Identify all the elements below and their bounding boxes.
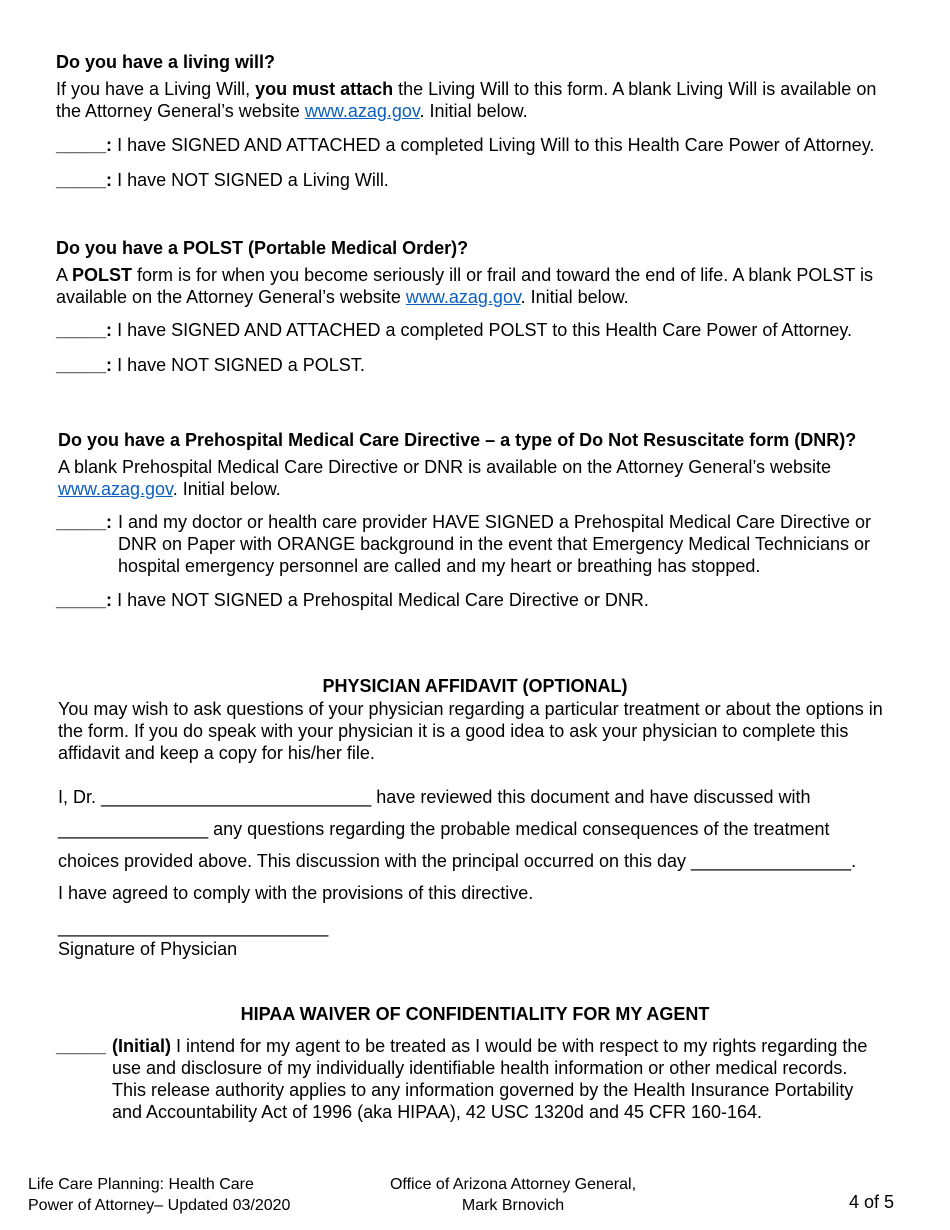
- affidavit-line-doctor[interactable]: I, Dr. ___________________________ have reviewed this document and have discussed with: [58, 787, 811, 807]
- affidavit-line-date[interactable]: choices provided above. This discussion with the principal occurred on this day ________________.: [58, 851, 857, 871]
- footer-center: Office of Arizona Attorney General, Mark Brnovich: [389, 1176, 637, 1214]
- dnr-option-signed: _____: I and my doctor or health care provider HAVE SIGNED a Prehospital Medical Care Directive or DNR on Paper with ORANGE background in the event that Emergency Medical Technicians or hospital emergency personnel are called and my heart or breathing has stopped.: [56, 512, 871, 576]
- hipaa-heading: HIPAA WAIVER OF CONFIDENTIALITY FOR MY AGENT: [240, 1004, 710, 1024]
- dnr-heading: Do you have a Prehospital Medical Care Directive – a type of Do Not Resuscitate form (DNR)?: [58, 430, 857, 450]
- azag-link[interactable]: www.azag.gov: [58, 479, 173, 499]
- initial-blank[interactable]: _____:: [56, 512, 113, 532]
- living-will-option-not-signed: _____: I have NOT SIGNED a Living Will.: [56, 170, 389, 190]
- footer-left: Life Care Planning: Health Care Power of Attorney– Updated 03/2020: [28, 1176, 291, 1214]
- initial-blank[interactable]: _____: [56, 1036, 107, 1056]
- hipaa-waiver: _____ (Initial) I intend for my agent to be treated as I would be with respect to my rights regarding the use and disclosure of my individually identifiable health information or other medical records. This release authority applies to any information governed by the Health Insurance Portability and Accountability Act of 1996 (aka HIPAA), 42 USC 1320d and 45 CFR 160-164.: [56, 1036, 868, 1122]
- physician-signature-label: Signature of Physician: [58, 939, 238, 959]
- affidavit-intro: You may wish to ask questions of your physician regarding a particular treatment or about the options in the form. If you do speak with your physician it is a good idea to ask your physician to complete this affidavit and keep a copy for his/her file.: [58, 699, 883, 763]
- initial-blank[interactable]: _____:: [56, 170, 113, 190]
- polst-intro: A POLST form is for when you become seriously ill or frail and toward the end of life. A blank POLST is available on the Attorney General’s website www.azag.gov. Initial below.: [56, 265, 874, 307]
- initial-blank[interactable]: _____:: [56, 590, 113, 610]
- polst-heading: Do you have a POLST (Portable Medical Order)?: [56, 238, 469, 258]
- living-will-heading: Do you have a living will?: [56, 52, 276, 72]
- living-will-intro: If you have a Living Will, you must attach the Living Will to this form. A blank Living Will is available on the Attorney General’s website www.azag.gov. Initial below.: [56, 79, 877, 121]
- initial-blank[interactable]: _____:: [56, 320, 113, 340]
- page-number: 4 of 5: [848, 1192, 894, 1212]
- living-will-option-signed: _____: I have SIGNED AND ATTACHED a completed Living Will to this Health Care Power of Attorney.: [56, 135, 875, 155]
- affidavit-line-comply: I have agreed to comply with the provisions of this directive.: [58, 883, 534, 903]
- physician-signature-line[interactable]: ___________________________: [58, 917, 329, 937]
- initial-blank[interactable]: _____:: [56, 355, 113, 375]
- dnr-option-not-signed: _____: I have NOT SIGNED a Prehospital Medical Care Directive or DNR.: [56, 590, 649, 610]
- initial-blank[interactable]: _____:: [56, 135, 113, 155]
- dnr-intro: A blank Prehospital Medical Care Directive or DNR is available on the Attorney General’s website www.azag.gov. Initial below.: [58, 457, 832, 499]
- azag-link[interactable]: www.azag.gov: [304, 101, 420, 121]
- polst-option-not-signed: _____: I have NOT SIGNED a POLST.: [56, 355, 365, 375]
- polst-option-signed: _____: I have SIGNED AND ATTACHED a completed POLST to this Health Care Power of Attorney.: [56, 320, 853, 340]
- affidavit-heading: PHYSICIAN AFFIDAVIT (OPTIONAL): [322, 676, 628, 696]
- azag-link[interactable]: www.azag.gov: [405, 287, 521, 307]
- affidavit-line-principal[interactable]: _______________ any questions regarding the probable medical consequences of the treatment: [58, 819, 830, 839]
